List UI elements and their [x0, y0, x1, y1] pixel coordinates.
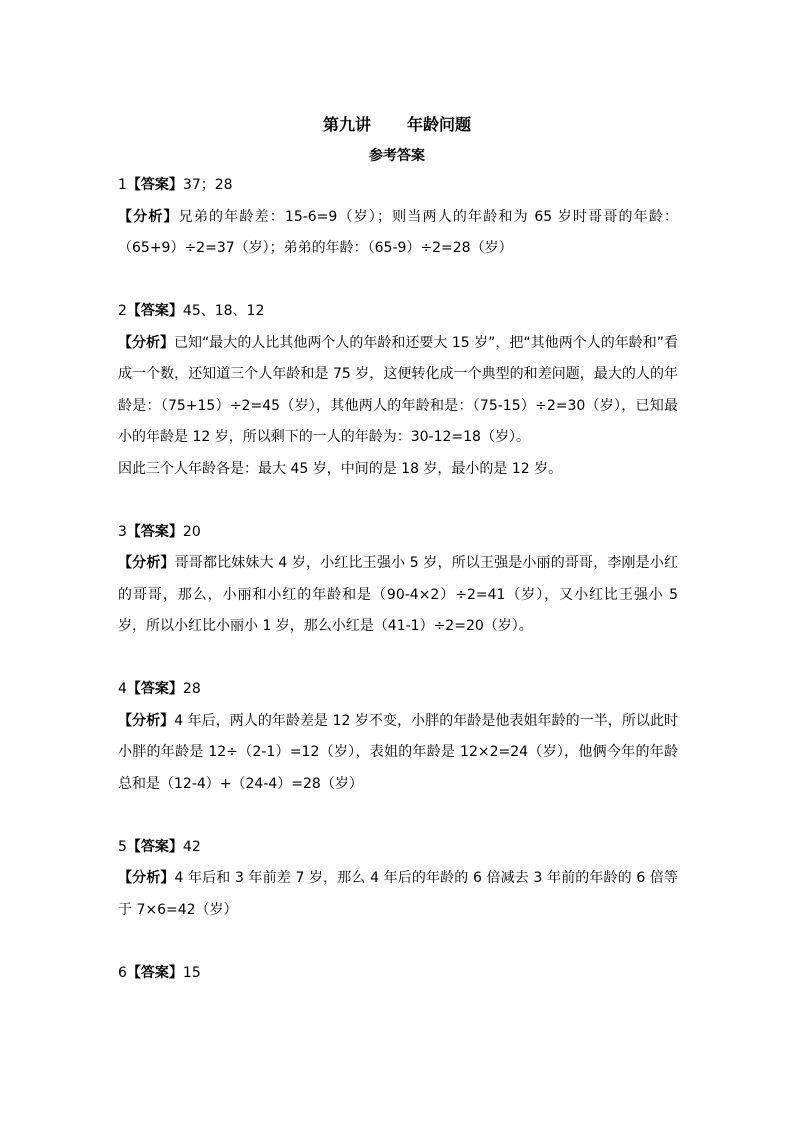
- question-block-4: [118, 674, 678, 800]
- question-block-1: [118, 170, 678, 265]
- analysis-text: 4 年后和 3 年前差 7 岁，那么 4 年后的年龄的 6 倍减去 3 年前的年龄的 6 倍等于 7×6=42（岁）: [118, 870, 679, 918]
- answer-value: 37；28: [182, 177, 233, 193]
- analysis-text: 4 年后，两人的年龄差是 12 岁不变，小胖的年龄是他表姐年龄的一半，所以此时小胖的年龄是 12÷（2-1）=12（岁），表姐的年龄是 12×2=24（岁），他俩今年的年龄总和是（12-4）+（24-4）=28（岁）: [118, 712, 678, 792]
- answer-list: [118, 170, 678, 989]
- analysis-tag: 【分析】: [118, 334, 175, 351]
- question-block-6: [118, 958, 678, 990]
- answer-line: [118, 296, 678, 328]
- answer-line: [118, 674, 678, 706]
- question-block-2: [118, 296, 678, 485]
- answer-value: 42: [182, 838, 201, 855]
- question-number: 6: [118, 964, 127, 981]
- lesson-topic: 年龄问题: [407, 115, 472, 134]
- analysis-tag: 【分析】: [118, 870, 175, 886]
- analysis-text: 已知“最大的人比其他两个人的年龄和还要大 15 岁”，把“其他两个人的年龄和”看成一个数，还知道三个人年龄和是 75 岁，这便转化成一个典型的和差问题，最大的人的年龄是：（75+15）÷2=45（岁），其他两人的年龄和是：（75-15）÷2=30（岁），已知最小的年龄是 12 岁，所以剩下的一人的年龄为：30-12=18（岁）。: [118, 334, 678, 445]
- page-title: [0, 114, 794, 136]
- answer-line: [118, 958, 678, 990]
- question-number: 1: [118, 177, 127, 193]
- answer-value: 20: [182, 523, 201, 540]
- answer-line: [118, 517, 678, 549]
- question-block-5: [118, 832, 678, 927]
- question-number: 4: [118, 681, 127, 697]
- analysis-text: 哥哥都比妹妹大 4 岁，小红比王强小 5 岁，所以王强是小丽的哥哥，李刚是小红的哥哥，那么，小丽和小红的年龄和是（90-4×2）÷2=41（岁），又小红比王强小 5 岁，所以小红比小丽小 1 岁，那么小红是（41-1）÷2=20（岁）。: [118, 555, 678, 634]
- answer-value: 28: [182, 681, 201, 697]
- question-number: 5: [118, 838, 127, 855]
- analysis-paragraph: [118, 548, 678, 643]
- analysis-paragraph: [118, 202, 678, 265]
- analysis-paragraph: [118, 328, 678, 454]
- answer-tag: 【答案】: [126, 177, 183, 193]
- answer-tag: 【答案】: [126, 964, 183, 981]
- page-subtitle: 参考答案: [369, 148, 425, 164]
- answer-value: 45、18、12: [182, 303, 265, 319]
- analysis-conclusion: 因此三个人年龄各是：最大 45 岁，中间的是 18 岁，最小的是 12 岁。: [118, 460, 563, 477]
- answer-tag: 【答案】: [126, 303, 183, 319]
- answer-tag: 【答案】: [126, 681, 183, 697]
- analysis-text: 兄弟的年龄差：15-6=9（岁）；则当两人的年龄和为 65 岁时哥哥的年龄：（65+9）÷2=37（岁）；弟弟的年龄：（65-9）÷2=28（岁）: [118, 208, 679, 256]
- answer-value: 15: [182, 964, 201, 981]
- analysis-paragraph: [118, 706, 678, 801]
- analysis-tag: 【分析】: [118, 208, 179, 225]
- question-block-3: [118, 517, 678, 643]
- analysis-tag: 【分析】: [118, 555, 175, 571]
- lesson-number: 第九讲: [322, 115, 371, 134]
- answer-tag: 【答案】: [126, 838, 183, 855]
- analysis-tag: 【分析】: [118, 712, 175, 729]
- answer-line: [118, 832, 678, 864]
- answer-tag: 【答案】: [126, 523, 183, 540]
- question-number: 2: [118, 303, 127, 319]
- analysis-paragraph: [118, 863, 678, 926]
- question-number: 3: [118, 523, 127, 540]
- answer-line: [118, 170, 678, 202]
